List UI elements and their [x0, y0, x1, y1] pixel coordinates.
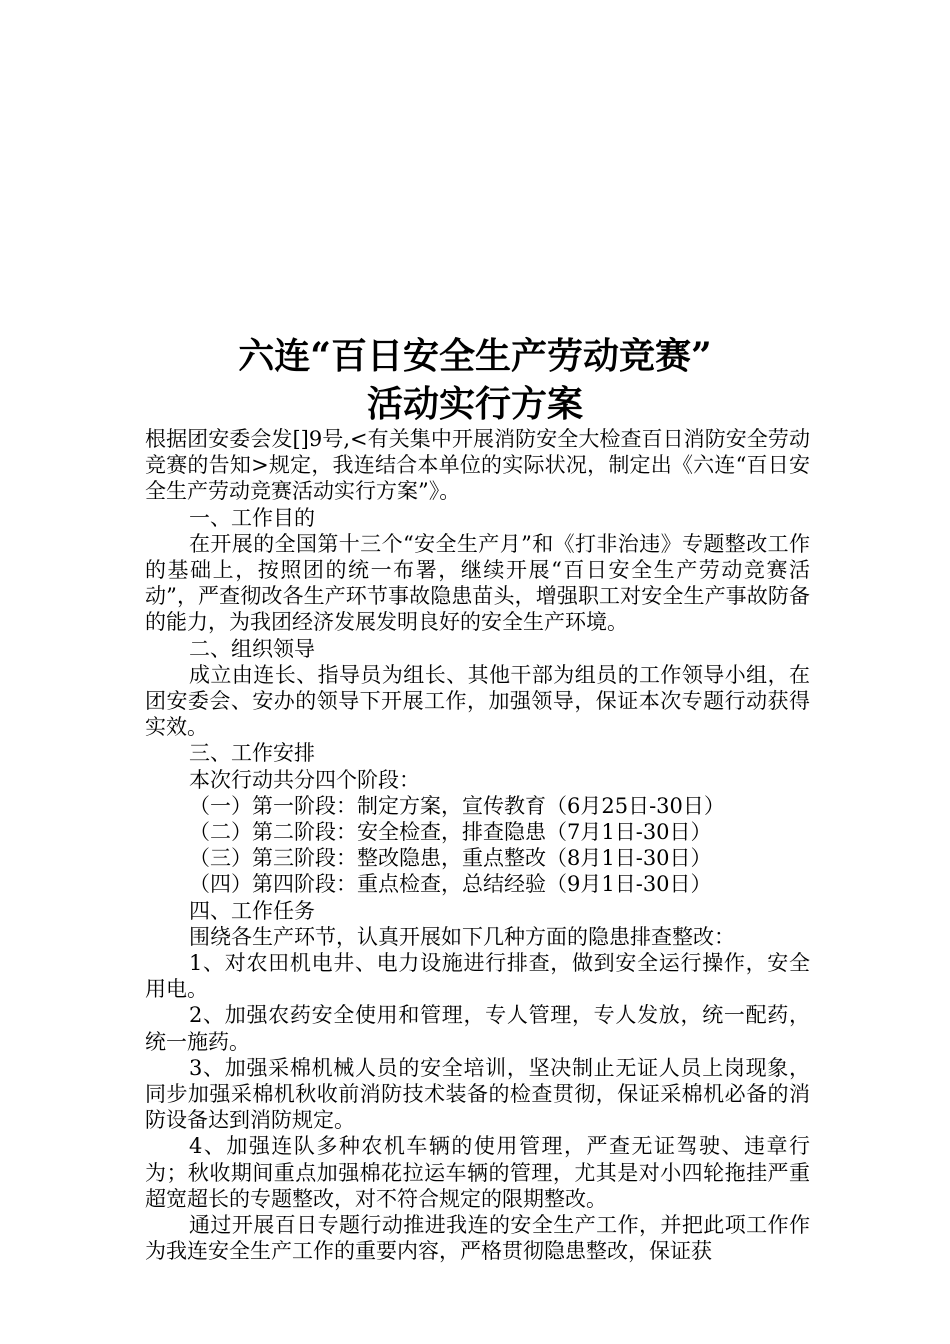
paragraph: （四）第四阶段：重点检查，总结经验（9月1日-30日）	[189, 872, 712, 897]
paragraph: （二）第二阶段：安全检查，排查隐患（7月1日-30日）	[189, 820, 712, 845]
paragraph: （三）第三阶段：整改隐患，重点整改（8月1日-30日）	[189, 846, 712, 871]
paragraph: 2、加强农药安全使用和管理，专人管理，专人发放，统一配药，统一施药。	[145, 1003, 810, 1054]
paragraph: 在开展的全国第十三个“安全生产月”和《打非治违》专题整改工作的基础上，按照团的统一布署，继续开展“百日安全生产劳动竞赛活动”，严查彻改各生产环节事故隐患苗头，增强职工对安全生产事故防备的能力，为我团经济发展发明良好的安全生产环境。	[145, 531, 810, 635]
paragraph: 围绕各生产环节，认真开展如下几种方面的隐患排查整改：	[189, 924, 735, 949]
paragraph: 1、对农田机电井、电力设施进行排查，做到安全运行操作，安全用电。	[145, 951, 810, 1002]
paragraph: 本次行动共分四个阶段：	[189, 767, 420, 792]
paragraph: 3、加强采棉机械人员的安全培训，坚决制止无证人员上岗现象，同步加强采棉机秋收前消防技术装备的检查贯彻，保证采棉机必备的消防设备达到消防规定。	[145, 1055, 810, 1133]
paragraph: 通过开展百日专题行动推进我连的安全生产工作，并把此项工作作为我连安全生产工作的重要内容，严格贯彻隐患整改，保证获	[145, 1213, 810, 1264]
document-title-line2: 活动实行方案	[366, 383, 583, 425]
paragraph: 4、加强连队多种农机车辆的使用管理，严查无证驾驶、违章行为；秋收期间重点加强棉花拉运车辆的管理，尤其是对小四轮拖挂严重超宽超长的专题整改，对不符合规定的限期整改。	[145, 1134, 810, 1211]
paragraph: （一）第一阶段：制定方案，宣传教育（6月25日-30日）	[189, 793, 725, 818]
paragraph: 成立由连长、指导员为组长、其他干部为组员的工作领导小组，在团安委会、安办的领导下开展工作，加强领导，保证本次专题行动获得实效。	[145, 662, 810, 740]
paragraph: 三、工作安排	[189, 741, 315, 766]
paragraph: 根据团安委会发[]9号,<有关集中开展消防安全大检查百日消防安全劳动竞赛的告知>规定，我连结合本单位的实际状况，制定出《六连“百日安全生产劳动竞赛活动实行方案”》。	[145, 427, 810, 504]
paragraph: 二、组织领导	[189, 636, 315, 661]
paragraph: 一、工作目的	[189, 505, 315, 530]
document-title-line1: 六连“百日安全生产劳动竞赛”	[238, 335, 712, 377]
paragraph: 四、工作任务	[189, 898, 315, 923]
document-body	[145, 426, 810, 1265]
